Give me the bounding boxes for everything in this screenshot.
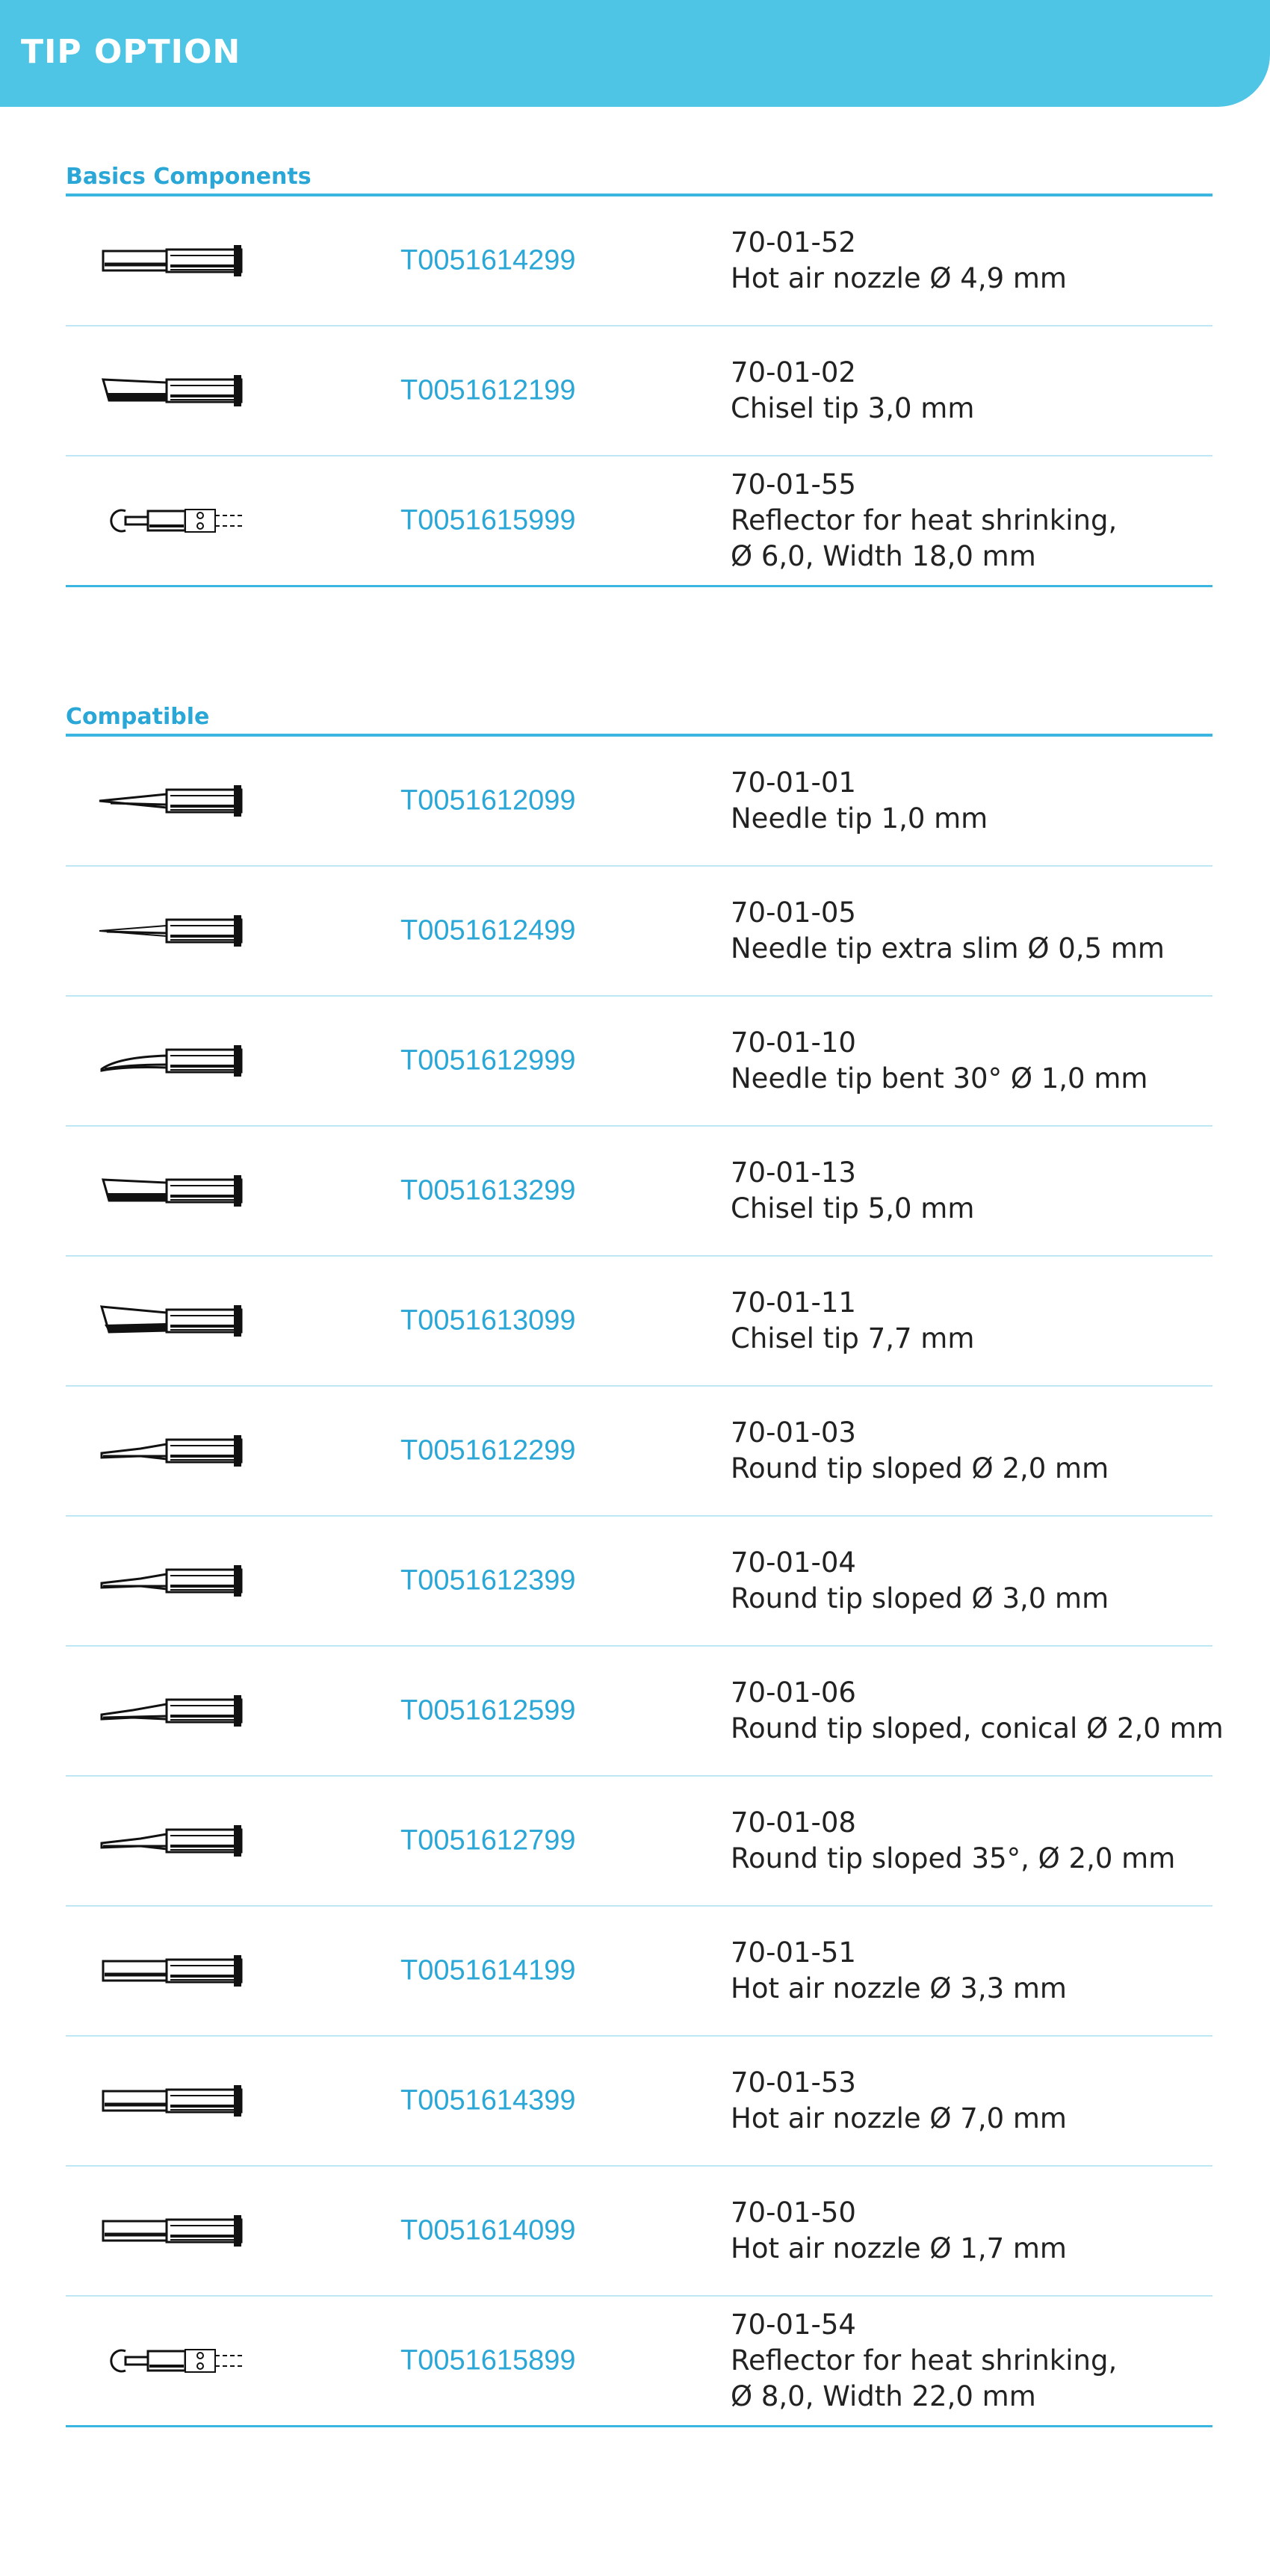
round-tip-sloped-icon	[96, 1555, 253, 1607]
part-number: 70-01-51	[731, 1936, 856, 1969]
round-tip-sloped-icon	[96, 1425, 253, 1477]
tip-description	[731, 1155, 974, 1227]
description-line: Chisel tip 7,7 mm	[731, 1322, 975, 1354]
tip-row	[66, 1257, 1212, 1387]
description-line: Ø 6,0, Width 18,0 mm	[731, 540, 1036, 572]
tip-description	[731, 765, 988, 837]
tip-description	[731, 1805, 1175, 1877]
tip-list	[66, 737, 1224, 2427]
tip-row	[66, 1387, 1212, 1517]
hot-air-nozzle-icon	[96, 2205, 253, 2257]
round-tip-conical-icon	[96, 1685, 253, 1737]
description-line: Hot air nozzle Ø 3,3 mm	[731, 1972, 1067, 2004]
tip-row	[66, 1647, 1224, 1777]
part-number: 70-01-04	[731, 1546, 856, 1579]
description-line: Chisel tip 3,0 mm	[731, 392, 975, 424]
description-line: Hot air nozzle Ø 7,0 mm	[731, 2102, 1067, 2134]
tip-row	[66, 997, 1212, 1127]
tip-list	[66, 196, 1212, 587]
tip-row	[66, 196, 1212, 326]
description-line: Hot air nozzle Ø 1,7 mm	[731, 2232, 1067, 2264]
chisel-tip-wide-icon	[96, 1295, 253, 1347]
description-line: Round tip sloped Ø 2,0 mm	[731, 1452, 1109, 1484]
description-line: Hot air nozzle Ø 4,9 mm	[731, 262, 1067, 294]
order-number: T0051612499	[400, 914, 576, 947]
order-number: T0051614299	[400, 244, 576, 276]
tip-row	[66, 2167, 1212, 2297]
tip-description	[731, 2065, 1067, 2137]
order-number: T0051612399	[400, 1564, 576, 1597]
part-number: 70-01-10	[731, 1027, 856, 1059]
page-title: TIP OPTION	[21, 33, 241, 71]
tip-row	[66, 1127, 1212, 1257]
tip-description	[731, 467, 1117, 575]
description-line: Round tip sloped 35°, Ø 2,0 mm	[731, 1842, 1176, 1874]
reflector-icon	[96, 495, 253, 547]
tip-row	[66, 326, 1212, 456]
part-number: 70-01-13	[731, 1157, 856, 1189]
tip-description	[731, 1545, 1109, 1617]
description-line: Chisel tip 5,0 mm	[731, 1192, 975, 1224]
tip-description	[731, 1675, 1224, 1747]
part-number: 70-01-02	[731, 356, 856, 388]
section-basics-components	[66, 161, 1212, 587]
description-line: Needle tip extra slim Ø 0,5 mm	[731, 932, 1165, 965]
page-header	[0, 0, 1270, 107]
tip-row	[66, 1517, 1212, 1647]
order-number: T0051612299	[400, 1434, 576, 1467]
reflector-icon	[96, 2335, 253, 2387]
part-number: 70-01-03	[731, 1417, 856, 1449]
order-number: T0051612199	[400, 374, 576, 406]
needle-tip-slim-icon	[96, 905, 253, 957]
part-number: 70-01-54	[731, 2309, 856, 2341]
order-number: T0051613099	[400, 1304, 576, 1337]
chisel-tip-icon	[96, 365, 253, 417]
hot-air-nozzle-icon	[96, 235, 253, 287]
tip-row	[66, 1777, 1212, 1907]
part-number: 70-01-53	[731, 2066, 856, 2099]
part-number: 70-01-50	[731, 2196, 856, 2229]
tip-row	[66, 737, 1212, 867]
tip-description	[731, 895, 1165, 967]
tip-description	[731, 1935, 1067, 2007]
part-number: 70-01-55	[731, 468, 856, 501]
order-number: T0051615999	[400, 504, 576, 536]
tip-row	[66, 1907, 1212, 2037]
part-number: 70-01-11	[731, 1287, 856, 1319]
part-number: 70-01-52	[731, 226, 856, 258]
tip-description	[731, 1025, 1147, 1097]
description-line: Round tip sloped Ø 3,0 mm	[731, 1582, 1109, 1614]
tip-row	[66, 867, 1212, 997]
section-title: Compatible	[66, 704, 210, 730]
order-number: T0051612799	[400, 1824, 576, 1857]
part-number: 70-01-08	[731, 1806, 856, 1839]
part-number: 70-01-01	[731, 767, 856, 799]
tip-description	[731, 355, 974, 427]
description-line: Needle tip 1,0 mm	[731, 802, 988, 835]
order-number: T0051614199	[400, 1954, 576, 1987]
section-title: Basics Components	[66, 164, 312, 190]
order-number: T0051612099	[400, 784, 576, 817]
order-number: T0051612999	[400, 1044, 576, 1077]
description-line: Reflector for heat shrinking,	[731, 504, 1118, 536]
tip-row	[66, 2297, 1212, 2427]
tip-description	[731, 1285, 974, 1357]
tip-description	[731, 225, 1067, 297]
chisel-tip-icon	[96, 1165, 253, 1217]
order-number: T0051614399	[400, 2084, 576, 2117]
hot-air-nozzle-icon	[96, 1945, 253, 1997]
section-compatible	[66, 701, 1224, 2427]
description-line: Ø 8,0, Width 22,0 mm	[731, 2380, 1036, 2412]
round-tip-sloped-icon	[96, 1815, 253, 1867]
description-line: Reflector for heat shrinking,	[731, 2344, 1118, 2377]
tip-description	[731, 2195, 1067, 2267]
order-number: T0051612599	[400, 1694, 576, 1727]
tip-description	[731, 1415, 1109, 1487]
description-line: Round tip sloped, conical Ø 2,0 mm	[731, 1712, 1224, 1744]
description-line: Needle tip bent 30° Ø 1,0 mm	[731, 1062, 1148, 1095]
needle-tip-icon	[96, 775, 253, 827]
order-number: T0051615899	[400, 2344, 576, 2377]
tip-row	[66, 456, 1212, 587]
hot-air-nozzle-icon	[96, 2075, 253, 2127]
tip-row	[66, 2037, 1212, 2167]
needle-tip-bent-icon	[96, 1035, 253, 1087]
tip-description	[731, 2307, 1117, 2415]
part-number: 70-01-05	[731, 897, 856, 929]
part-number: 70-01-06	[731, 1676, 856, 1709]
order-number: T0051613299	[400, 1174, 576, 1207]
order-number: T0051614099	[400, 2214, 576, 2247]
